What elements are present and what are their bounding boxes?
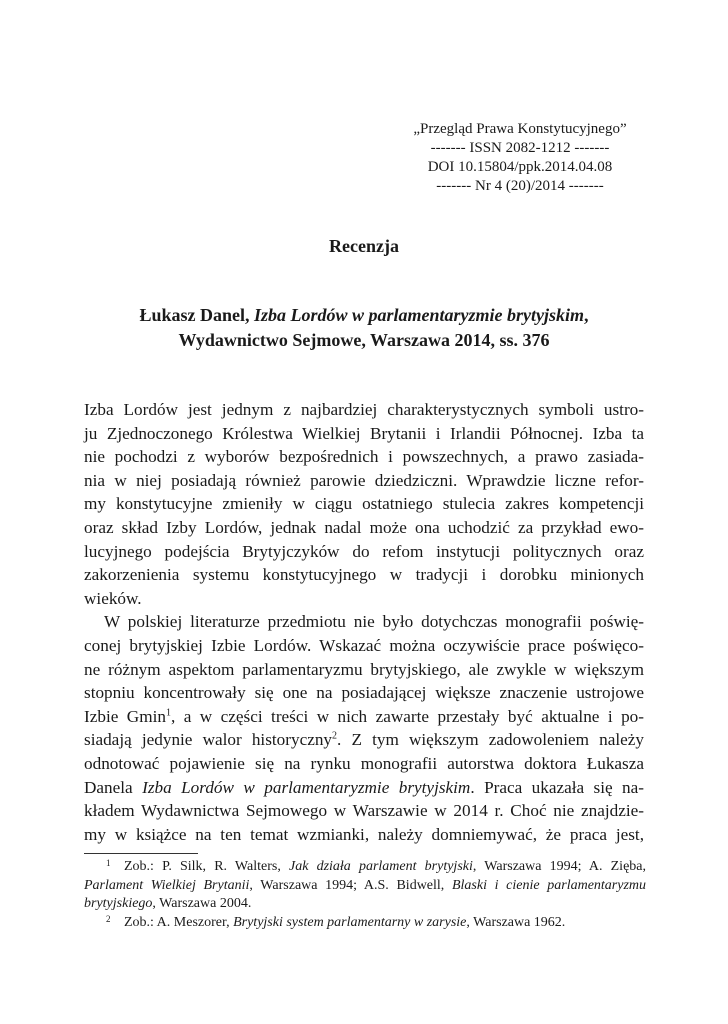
book-publisher-line: Wydawnictwo Sejmowe, Warszawa 2014, ss. 376 — [178, 330, 550, 350]
paragraph-line: nie pochodzi z wyborów bezpośrednich i powszechnych, a prawo zasiada- — [84, 447, 644, 467]
text-fragment: , a w części treści w nich zawarte przestały być aktualne i po- — [170, 706, 644, 726]
journal-name: „Przegląd Prawa Konstytucyjnego” — [413, 121, 627, 137]
book-author: Łukasz Danel, — [139, 305, 250, 325]
paragraph-line — [84, 705, 644, 729]
footnote-line — [84, 895, 646, 914]
paragraph-line: my konstytucyjne zmieniły w ciągu ostatniego stulecia zakres kompetencji — [84, 494, 644, 514]
text-fragment: Zob.: P. Silk, R. Walters, — [124, 859, 289, 874]
cited-title: brytyjskiego — [84, 896, 153, 912]
cited-title: Brytyjski system parlamentarny w zarysie — [233, 914, 467, 930]
text-fragment: , Warszawa 2004. — [152, 896, 252, 912]
cited-title: Jak działa parlament brytyjski — [289, 859, 473, 874]
paragraph-line: ne różnym aspektom parlamentaryzmu brytyjskiego, ale zwykle w większym — [84, 659, 644, 679]
footnote-line — [84, 858, 646, 877]
paragraph-line — [84, 728, 644, 752]
paragraph-line: W polskiej literaturze przedmiotu nie było dotychczas monografii poświę- — [104, 612, 644, 632]
paragraph-line: wieków. — [84, 588, 142, 608]
paragraph-2 — [84, 610, 644, 846]
review-body — [84, 398, 644, 846]
paragraph-line — [84, 776, 644, 800]
book-citation — [60, 303, 668, 353]
footnote-1 — [84, 858, 646, 914]
footnote-ref-1: 1 — [165, 706, 171, 718]
cited-title: Parlament Wielkiej Brytanii — [84, 877, 250, 893]
paragraph-line: oraz skład Izby Lordów, jednak nadal może ona uchodzić za przykład ewo- — [84, 517, 644, 537]
footnote-line — [84, 914, 646, 933]
footnotes — [84, 858, 646, 932]
text-fragment: Danela — [84, 777, 143, 797]
text-fragment: , Warszawa 1994; A.S. Bidwell, — [249, 877, 452, 893]
paragraph-line: Izba Lordów jest jednym z najbardziej charakterystycznych symboli ustro- — [84, 400, 644, 419]
paragraph-line: my w książce na ten temat wzmianki, należy domniemywać, że praca jest, — [84, 824, 644, 844]
text-fragment: Zob.: A. Meszorer, — [124, 914, 234, 930]
footnote-number: 1 — [106, 858, 111, 868]
cited-title: Blaski i cienie parlamentaryzmu — [451, 877, 647, 893]
paragraph-line: lucyjnego podejścia Brytyjczyków do refom instytucji politycznych oraz — [84, 541, 644, 561]
footnote-number: 2 — [106, 913, 111, 924]
paragraph-line: nia w niej posiadają również parowie dziedziczni. Wprawdzie liczne refor- — [84, 470, 644, 490]
paragraph-line: conej brytyjskiej Izbie Lordów. Wskazać można oczywiście prace poświęco- — [84, 635, 644, 655]
footnote-2 — [84, 914, 646, 933]
paragraph-line: kładem Wydawnictwa Sejmowego w Warszawie w 2014 r. Choć nie znajdzie- — [84, 801, 644, 821]
journal-issn: ------- ISSN 2082-1212 ------- — [430, 140, 610, 156]
book-title: Izba Lordów w parlamentaryzmie brytyjskim — [254, 305, 585, 325]
paragraph-line: ju Zjednoczonego Królestwa Wielkiej Brytanii i Irlandii Północnej. Izba ta — [84, 423, 644, 443]
text-fragment: , Warszawa 1962. — [466, 914, 566, 930]
paragraph-line: stopniu koncentrowały się one na posiadającej większe znaczenie ustrojowe — [84, 683, 644, 703]
journal-header — [370, 120, 670, 196]
footnote-separator — [84, 853, 198, 854]
book-title-comma: , — [584, 305, 589, 325]
book-title-inline: Izba Lordów w parlamentaryzmie brytyjskim — [142, 777, 471, 797]
paragraph-line: zakorzenienia systemu konstytucyjnego w tradycji i dorobku minionych — [84, 565, 644, 585]
footnote-line — [84, 877, 646, 896]
section-title: Recenzja — [329, 236, 399, 256]
text-fragment: siadają jedynie walor historyczny — [84, 730, 333, 750]
text-fragment: , Warszawa 1994; A. Zięba, — [472, 859, 646, 874]
text-fragment: . Praca ukazała się na- — [470, 777, 645, 797]
journal-issue: ------- Nr 4 (20)/2014 ------- — [436, 178, 604, 194]
text-fragment: . Z tym większym zadowoleniem należy — [337, 730, 644, 750]
text-fragment: Izbie Gmin — [84, 706, 166, 726]
paragraph-1 — [84, 398, 644, 610]
footnote-ref-2: 2 — [332, 730, 338, 742]
book-line-1 — [60, 303, 668, 328]
paragraph-line: odnotować pojawienie się na rynku monografii autorstwa doktora Łukasza — [84, 753, 644, 773]
journal-doi: DOI 10.15804/ppk.2014.04.08 — [427, 159, 613, 175]
